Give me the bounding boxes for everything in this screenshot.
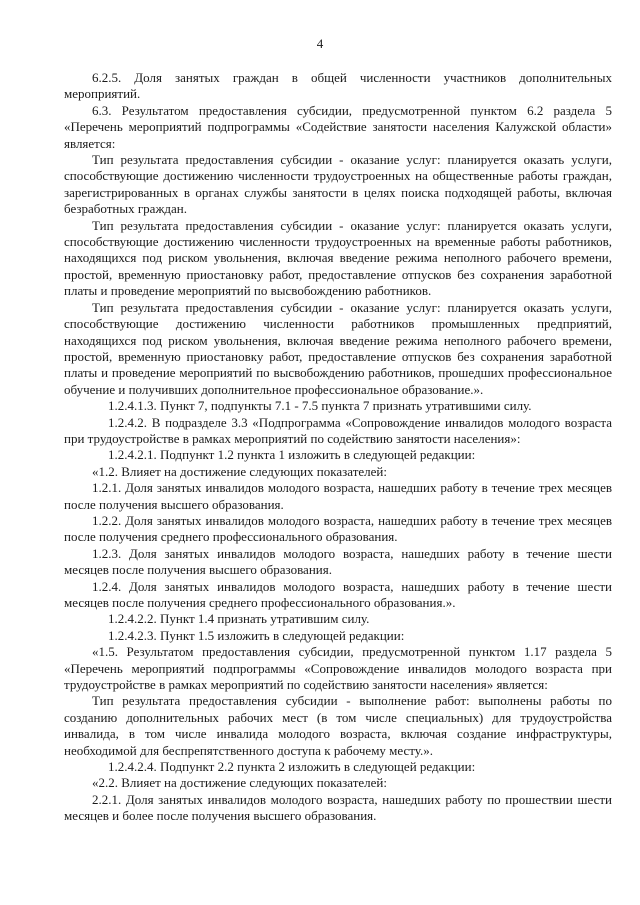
paragraph-1-2-4-2-3: 1.2.4.2.3. Пункт 1.5 изложить в следующей редакции: [108, 627, 405, 643]
paragraph-1-2: «1.2. Влияет на достижение следующих показателей: [92, 463, 387, 479]
paragraph-1-2-4-2: 1.2.4.2. В подразделе 3.3 «Подпрограмма «Сопровождение инвалидов молодого возраста при трудоустройстве в рамках мероприятий по содействию занятости населения»: [64, 414, 612, 446]
paragraph-1-2-4: 1.2.4. Доля занятых инвалидов молодого возраста, нашедших работу в течение шести месяцев после получения среднего профессионального образования.». [64, 578, 612, 610]
paragraph-2-2: «2.2. Влияет на достижение следующих показателей: [92, 775, 387, 791]
document-body [64, 70, 612, 825]
paragraph-result-type-temporary-works: Тип результата предоставления субсидии - оказание услуг: планируется оказать услуги, способствующие достижению численности трудоустроенных на временные работы работников, находящихся под риском увольнения, включая введение режима неполного рабочего времени, простой, временную приостановку работ, предоставление отпусков без сохранения заработной платы и проведение мероприятий по высвобождению работников. [64, 217, 612, 299]
paragraph-1-2-4-2-2: 1.2.4.2.2. Пункт 1.4 признать утратившим силу. [108, 611, 370, 627]
paragraph-result-type-industrial-workers: Тип результата предоставления субсидии - оказание услуг: планируется оказать услуги, способствующие достижению численности работников промышленных предприятий, находящихся под риском увольнения, включая введение режима неполного рабочего времени, простой, временную приостановку работ, предоставление отпусков без сохранения заработной платы и проведение мероприятий по высвобождению работников, прошедших профессиональное обучение и получивших дополнительное профессиональное образование.». [64, 299, 612, 397]
page-number: 4 [316, 36, 324, 51]
paragraph-1-2-4-1-3: 1.2.4.1.3. Пункт 7, подпункты 7.1 - 7.5 пункта 7 признать утратившими силу. [108, 398, 532, 414]
paragraph-2-2-1: 2.2.1. Доля занятых инвалидов молодого возраста, нашедших работу по прошествии шести месяцев и более после получения высшего образования. [64, 791, 612, 824]
paragraph-result-type-workplaces: Тип результата предоставления субсидии - выполнение работ: выполнены работы по созданию дополнительных рабочих мест (в том числе специальных) для трудоустройства инвалида, в том числе инвалида молодого возраста, включая создание инфраструктуры, необходимой для беспрепятственного доступа к рабочему месту.». [64, 693, 612, 758]
paragraph-1-2-2: 1.2.2. Доля занятых инвалидов молодого возраста, нашедших работу в течение трех месяцев после получения среднего профессионального образования. [64, 512, 612, 545]
paragraph-1-2-4-2-4: 1.2.4.2.4. Подпункт 2.2 пункта 2 изложить в следующей редакции: [108, 759, 476, 775]
paragraph-1-2-4-2-1: 1.2.4.2.1. Подпункт 1.2 пункта 1 изложить в следующей редакции: [108, 447, 476, 463]
paragraph-6-2-5: 6.2.5. Доля занятых граждан в общей численности участников дополнительных мероприятий. [64, 70, 612, 102]
paragraph-result-type-public-works: Тип результата предоставления субсидии - оказание услуг: планируется оказать услуги, способствующие достижению численности трудоустроенных на общественные работы граждан, зарегистрированных в органах службы занятости в целях поиска подходящей работы, включая безработных граждан. [64, 152, 612, 217]
paragraph-6-3: 6.3. Результатом предоставления субсидии, предусмотренной пунктом 6.2 раздела 5 «Перечень мероприятий подпрограммы «Содействие занятости населения Калужской области» является: [64, 102, 612, 151]
paragraph-1-2-1: 1.2.1. Доля занятых инвалидов молодого возраста, нашедших работу в течение трех месяцев после получения высшего образования. [64, 480, 612, 512]
paragraph-1-5: «1.5. Результатом предоставления субсидии, предусмотренной пунктом 1.17 раздела 5 «Перечень мероприятий подпрограммы «Сопровождение инвалидов молодого возраста при трудоустройстве в рамках мероприятий по содействию занятости населения» является: [64, 644, 612, 693]
paragraph-1-2-3: 1.2.3. Доля занятых инвалидов молодого возраста, нашедших работу в течение шести месяцев после получения высшего образования. [64, 545, 612, 578]
